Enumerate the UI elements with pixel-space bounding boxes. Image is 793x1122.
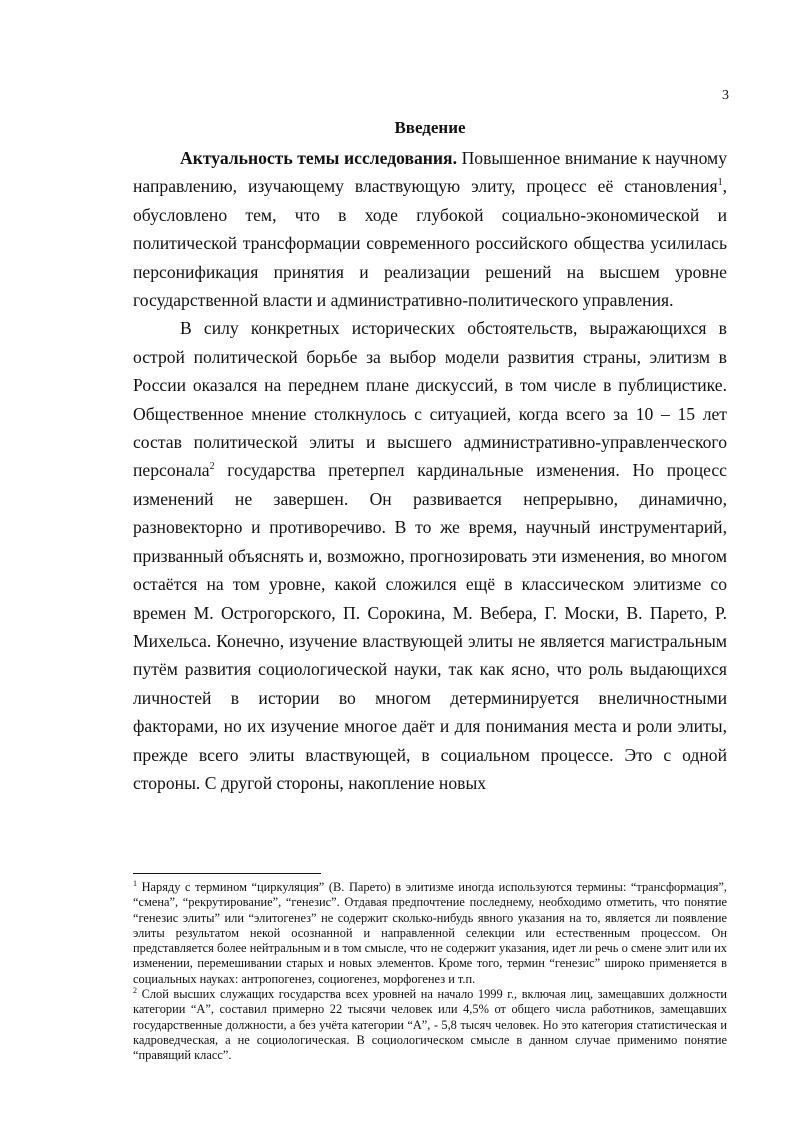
page-number: 3 (722, 88, 729, 103)
section-title: Введение (394, 118, 466, 137)
footnote-divider (133, 873, 321, 874)
paragraph-1-text-b: , обусловлено тем, что в ходе глубокой социально-экономической и политической трансформации современного российского общества усилилась персонификация принятия и реализации решений на высшем уровне государственной власти и административно-политического управления. (133, 176, 727, 311)
footnote-1 (133, 880, 727, 987)
paragraph-2 (133, 314, 727, 797)
footnote-mark-1: 1 (133, 878, 137, 888)
paragraph-1 (133, 144, 727, 314)
footnote-2 (133, 987, 727, 1063)
footnote-mark-2: 2 (133, 985, 137, 995)
paragraph-1-text-a: Повышенное внимание к научному направлению, изучающему властвующую элиту, процесс её становления (133, 148, 727, 197)
footnote-ref-1[interactable]: 1 (717, 177, 723, 189)
paragraph-2-text-a: В силу конкретных исторических обстоятельств, выражающихся в острой политической борьбе за выбор модели развития страны, элитизм в России оказался на переднем плане дискуссий, в том числе в публицистике. Общественное мнение столкнулось с ситуацией, когда всего за 10 – 15 лет состав политической элиты и высшего административно-управленческого персонала (133, 318, 727, 481)
paragraph-2-text-b: государства претерпел кардинальные изменения. Но процесс изменений не завершен. Он развивается непрерывно, динамично, разновекторно и противоречиво. В то же время, научный инструментарий, призванный объяснять и, возможно, прогнозировать эти изменения, во многом остаётся на том уровне, какой сложился ещё в классическом элитизме со времен М. Острогорского, П. Сорокина, М. Вебера, Г. Моски, В. Парето, Р. Михельса. Конечно, изучение властвующей элиты не является магистральным путём развития социологической науки, так как ясно, что роль выдающихся личностей в истории во многом детерминируется внеличностными факторами, но их изучение многое даёт и для понимания места и роли элиты, прежде всего элиты властвующей, в социальном процессе. Это с одной стороны. С другой стороны, накопление новых (133, 460, 727, 793)
footnote-1-text: Наряду с термином “циркуляция” (В. Парето) в элитизме иногда используются термины: “трансформация”, “смена”, “рекрутирование”, “генезис”. Отдавая предпочтение последнему, необходимо отметить, что понятие “генезис элиты” или “элитогенез” не содержит сколько-нибудь явного указания на то, является ли появление элиты результатом некой осознанной и направленной селекции или естественным процессом. Он представляется более нейтральным и в том смысле, что не содержит указания, идет ли речь о смене элит или их изменении, перемешивании старых и новых элементов. Кроме того, термин “генезис” широко применяется в социальных науках: антропогенез, социогенез, морфогенез и т.п. (133, 880, 727, 986)
relevance-heading: Актуальность темы исследования. (180, 148, 457, 168)
footnotes (133, 880, 727, 1064)
footnote-ref-2[interactable]: 2 (209, 461, 215, 473)
main-text (133, 144, 727, 797)
footnote-2-text: Слой высших служащих государства всех уровней на начало 1999 г., включая лиц, замещавших должности категории “А”, составил примерно 22 тысячи человек или 4,5% от общего числа работников, замещавших государственные должности, а без учёта категории “А”, - 5,8 тысяч человек. Но это категория статистическая и кадроведческая, а не социологическая. В социологическом смысле в данном случае применимо понятие “правящий класс”. (133, 987, 727, 1063)
